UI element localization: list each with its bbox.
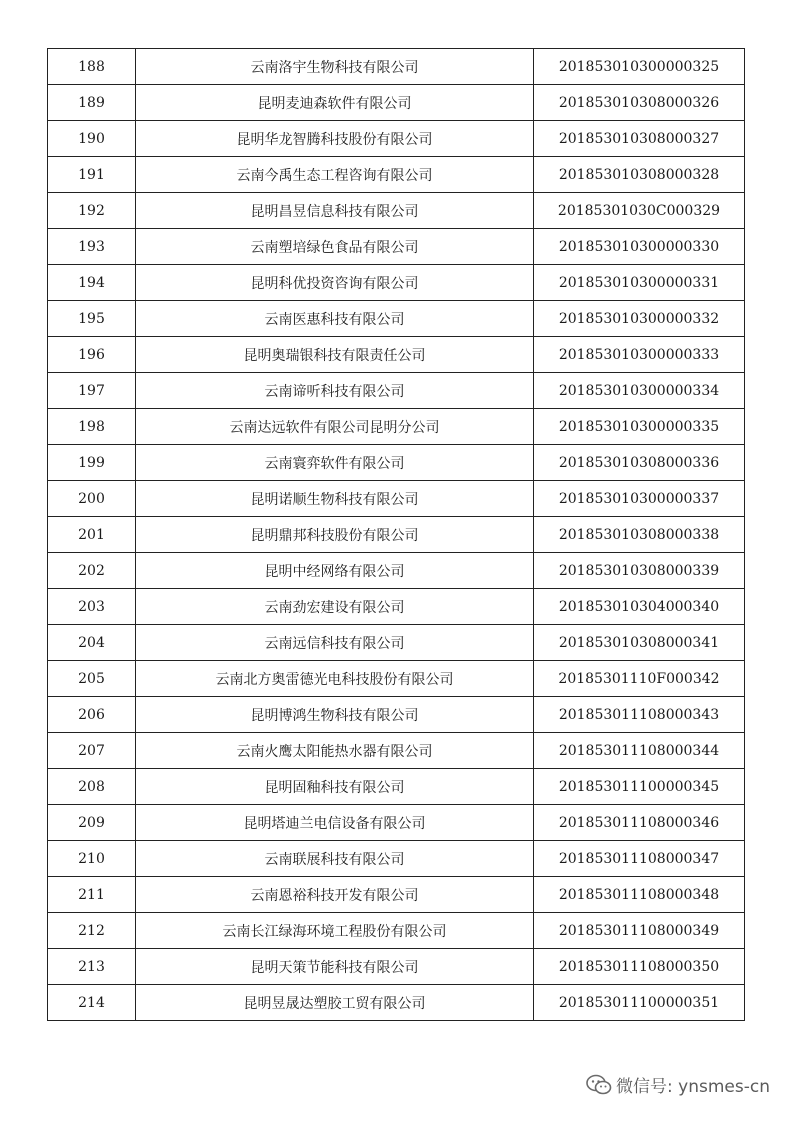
registration-code-cell: 201853010300000332 — [534, 301, 745, 337]
company-table-body — [48, 49, 745, 1021]
row-number-cell: 195 — [48, 301, 136, 337]
registration-code-cell: 201853011108000344 — [534, 733, 745, 769]
row-number-cell: 199 — [48, 445, 136, 481]
registration-code-cell: 201853010300000334 — [534, 373, 745, 409]
registration-code-cell: 201853010308000341 — [534, 625, 745, 661]
company-name-cell: 云南远信科技有限公司 — [136, 625, 534, 661]
table-row — [48, 661, 745, 697]
watermark-text: 微信号: ynsmes-cn — [616, 1077, 770, 1097]
registration-code-cell: 201853010308000336 — [534, 445, 745, 481]
row-number-cell: 202 — [48, 553, 136, 589]
company-name-cell: 昆明昱晟达塑胶工贸有限公司 — [136, 985, 534, 1021]
company-name-cell: 云南寰弈软件有限公司 — [136, 445, 534, 481]
registration-code-cell: 201853011100000345 — [534, 769, 745, 805]
row-number-cell: 207 — [48, 733, 136, 769]
table-row — [48, 841, 745, 877]
registration-code-cell: 201853011108000346 — [534, 805, 745, 841]
company-name-cell: 云南谛听科技有限公司 — [136, 373, 534, 409]
row-number-cell: 205 — [48, 661, 136, 697]
company-name-cell: 云南医惠科技有限公司 — [136, 301, 534, 337]
table-row — [48, 193, 745, 229]
company-name-cell: 云南达远软件有限公司昆明分公司 — [136, 409, 534, 445]
company-name-cell: 云南长江绿海环境工程股份有限公司 — [136, 913, 534, 949]
company-name-cell: 昆明天策节能科技有限公司 — [136, 949, 534, 985]
company-name-cell: 昆明科优投资咨询有限公司 — [136, 265, 534, 301]
company-name-cell: 昆明诺顺生物科技有限公司 — [136, 481, 534, 517]
registration-code-cell: 201853010308000339 — [534, 553, 745, 589]
company-name-cell: 云南今禹生态工程咨询有限公司 — [136, 157, 534, 193]
row-number-cell: 194 — [48, 265, 136, 301]
company-name-cell: 昆明中经网络有限公司 — [136, 553, 534, 589]
row-number-cell: 188 — [48, 49, 136, 85]
row-number-cell: 191 — [48, 157, 136, 193]
table-row — [48, 49, 745, 85]
registration-code-cell: 201853010300000325 — [534, 49, 745, 85]
company-name-cell: 云南劲宏建设有限公司 — [136, 589, 534, 625]
table-row — [48, 409, 745, 445]
registration-code-cell: 201853010308000328 — [534, 157, 745, 193]
table-row — [48, 157, 745, 193]
registration-code-cell: 201853010308000338 — [534, 517, 745, 553]
table-row — [48, 337, 745, 373]
company-name-cell: 昆明塔迪兰电信设备有限公司 — [136, 805, 534, 841]
registration-code-cell: 201853010300000337 — [534, 481, 745, 517]
table-row — [48, 301, 745, 337]
row-number-cell: 209 — [48, 805, 136, 841]
company-name-cell: 云南恩裕科技开发有限公司 — [136, 877, 534, 913]
table-row — [48, 589, 745, 625]
table-row — [48, 985, 745, 1021]
table-row — [48, 625, 745, 661]
registration-code-cell: 201853010308000326 — [534, 85, 745, 121]
registration-code-cell: 201853011108000350 — [534, 949, 745, 985]
company-name-cell: 云南联展科技有限公司 — [136, 841, 534, 877]
registration-code-cell: 20185301110F000342 — [534, 661, 745, 697]
table-row — [48, 949, 745, 985]
company-name-cell: 昆明奥瑞银科技有限责任公司 — [136, 337, 534, 373]
table-row — [48, 805, 745, 841]
row-number-cell: 206 — [48, 697, 136, 733]
registration-code-cell: 201853010308000327 — [534, 121, 745, 157]
company-table-container — [47, 48, 744, 1021]
row-number-cell: 210 — [48, 841, 136, 877]
company-name-cell: 昆明固釉科技有限公司 — [136, 769, 534, 805]
company-name-cell: 云南北方奥雷德光电科技股份有限公司 — [136, 661, 534, 697]
row-number-cell: 198 — [48, 409, 136, 445]
registration-code-cell: 201853011108000347 — [534, 841, 745, 877]
registration-code-cell: 201853010300000331 — [534, 265, 745, 301]
company-name-cell: 云南火鹰太阳能热水器有限公司 — [136, 733, 534, 769]
registration-code-cell: 201853010300000330 — [534, 229, 745, 265]
table-row — [48, 553, 745, 589]
registration-code-cell: 201853010300000333 — [534, 337, 745, 373]
company-table — [47, 48, 745, 1021]
company-name-cell: 昆明博鸿生物科技有限公司 — [136, 697, 534, 733]
table-row — [48, 877, 745, 913]
table-row — [48, 121, 745, 157]
row-number-cell: 196 — [48, 337, 136, 373]
table-row — [48, 445, 745, 481]
table-row — [48, 265, 745, 301]
row-number-cell: 197 — [48, 373, 136, 409]
registration-code-cell: 201853010300000335 — [534, 409, 745, 445]
company-name-cell: 云南塑培绿色食品有限公司 — [136, 229, 534, 265]
registration-code-cell: 201853011108000348 — [534, 877, 745, 913]
row-number-cell: 189 — [48, 85, 136, 121]
row-number-cell: 203 — [48, 589, 136, 625]
row-number-cell: 211 — [48, 877, 136, 913]
registration-code-cell: 20185301030C000329 — [534, 193, 745, 229]
registration-code-cell: 201853011100000351 — [534, 985, 745, 1021]
row-number-cell: 192 — [48, 193, 136, 229]
row-number-cell: 201 — [48, 517, 136, 553]
row-number-cell: 213 — [48, 949, 136, 985]
table-row — [48, 373, 745, 409]
row-number-cell: 190 — [48, 121, 136, 157]
company-name-cell: 昆明麦迪森软件有限公司 — [136, 85, 534, 121]
table-row — [48, 733, 745, 769]
company-name-cell: 昆明华龙智腾科技股份有限公司 — [136, 121, 534, 157]
registration-code-cell: 201853010304000340 — [534, 589, 745, 625]
table-row — [48, 229, 745, 265]
row-number-cell: 204 — [48, 625, 136, 661]
registration-code-cell: 201853011108000343 — [534, 697, 745, 733]
row-number-cell: 212 — [48, 913, 136, 949]
wechat-icon — [586, 1074, 612, 1096]
table-row — [48, 697, 745, 733]
company-name-cell: 云南洛宇生物科技有限公司 — [136, 49, 534, 85]
wechat-watermark — [586, 1072, 770, 1097]
table-row — [48, 517, 745, 553]
row-number-cell: 208 — [48, 769, 136, 805]
table-row — [48, 481, 745, 517]
row-number-cell: 193 — [48, 229, 136, 265]
company-name-cell: 昆明鼎邦科技股份有限公司 — [136, 517, 534, 553]
row-number-cell: 214 — [48, 985, 136, 1021]
table-row — [48, 913, 745, 949]
registration-code-cell: 201853011108000349 — [534, 913, 745, 949]
table-row — [48, 85, 745, 121]
company-name-cell: 昆明昌昱信息科技有限公司 — [136, 193, 534, 229]
table-row — [48, 769, 745, 805]
row-number-cell: 200 — [48, 481, 136, 517]
